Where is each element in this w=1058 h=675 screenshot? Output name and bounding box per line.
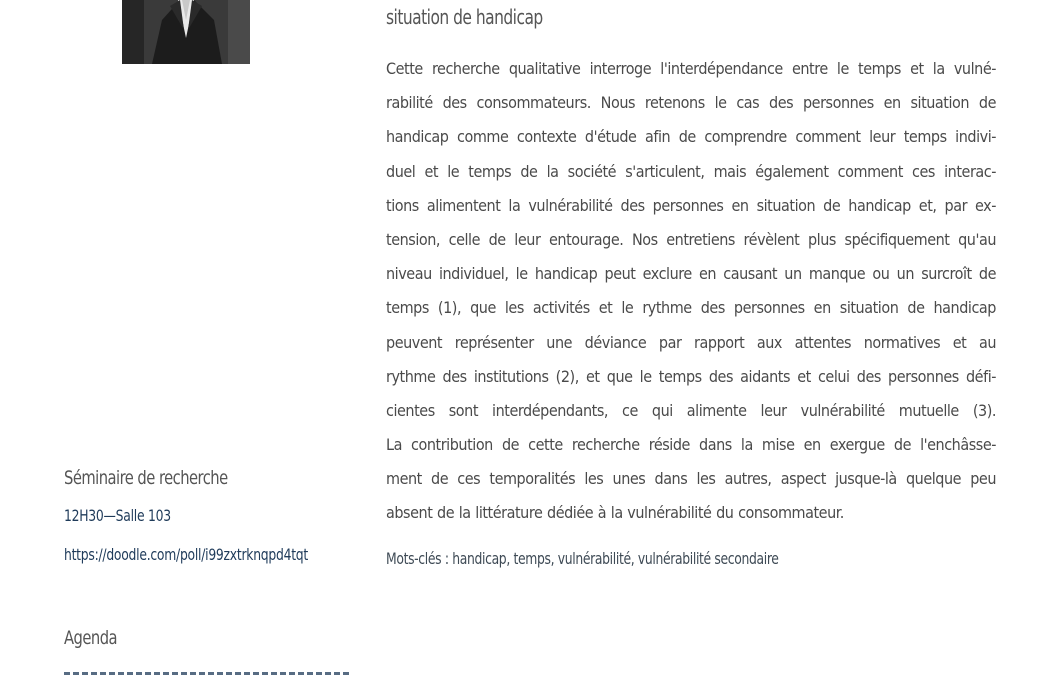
- abstract-line: Cette recherche qualitative interroge l'interdépendance entre le temps et la vulné-: [386, 59, 996, 78]
- doodle-poll-link[interactable]: https://doodle.com/poll/i99zxtrknqpd4tqt: [64, 545, 308, 564]
- seminar-title: Séminaire de recherche: [64, 467, 228, 489]
- abstract-line: niveau individuel, le handicap peut exclure en causant un manque ou un surcroît de: [386, 264, 996, 284]
- abstract-line: duel et le temps de la société s'articulent, mais également comment ces interac-: [386, 161, 996, 181]
- abstract-line: rythme des institutions (2), et que le temps des aidants et celui des personnes défi-: [386, 366, 996, 386]
- keywords-line: Mots-clés : handicap, temps, vulnérabilité, vulnérabilité secondaire: [386, 549, 779, 568]
- abstract-line: tions alimentent la vulnérabilité des personnes en situation de handicap et, par ex-: [386, 195, 996, 215]
- abstract-line: peuvent représenter une déviance par rapport aux attentes normatives et au: [386, 332, 996, 352]
- abstract-line: rabilité des consommateurs. Nous retenons le cas des personnes en situation de: [386, 93, 996, 113]
- abstract-line: absent de la littérature dédiée à la vulnérabilité du consommateur.: [386, 503, 844, 523]
- agenda-heading: Agenda: [64, 627, 118, 649]
- abstract-line: temps (1), que les activités et le rythme des personnes en situation de handicap: [386, 298, 996, 318]
- seminar-time-room: 12H30—Salle 103: [64, 506, 171, 525]
- abstract-line: tension, celle de leur entourage. Nos entretiens révèlent plus spécifiquement qu'au: [386, 229, 996, 249]
- abstract-line: handicap comme contexte d'étude afin de comprendre comment leur temps indivi-: [386, 127, 996, 147]
- abstract-line: ment de ces temporalités les unes dans les autres, aspect jusque-là quelque peu: [386, 469, 996, 489]
- abstract-line: La contribution de cette recherche réside dans la mise en exergue de l'enchâsse-: [386, 435, 996, 455]
- article-title-fragment: situation de handicap: [386, 5, 543, 29]
- speaker-photo: [122, 0, 250, 64]
- abstract-paragraph: [386, 52, 996, 531]
- abstract-line: cientes sont interdépendants, ce qui alimente leur vulnérabilité mutuelle (3).: [386, 400, 996, 420]
- agenda-first-entry-clipped: [64, 668, 349, 675]
